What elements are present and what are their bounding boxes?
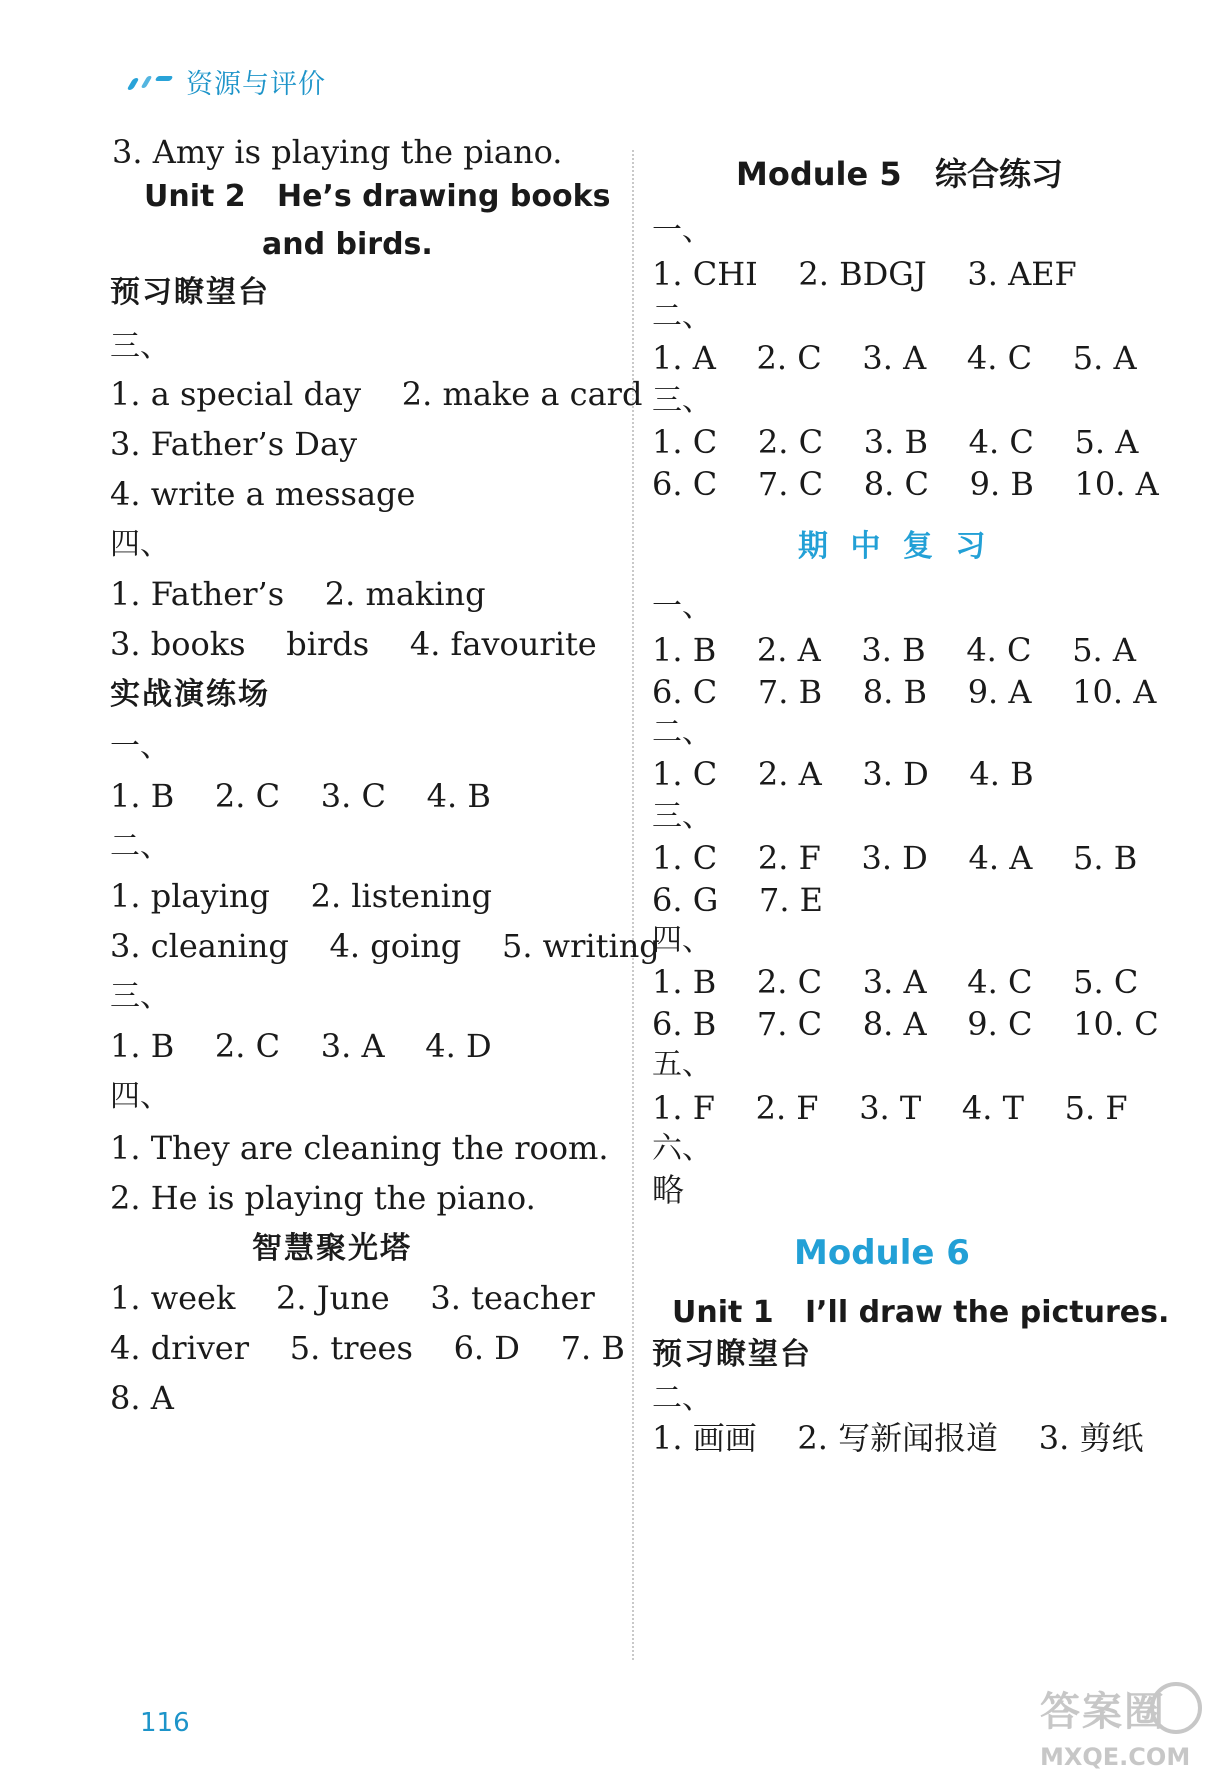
watermark-circle-icon <box>1150 1682 1202 1734</box>
answer-line: 3. Father’s Day <box>110 425 358 463</box>
answer-line: 1. C 2. F 3. D 4. A 5. B <box>652 839 1138 877</box>
question-number: 三、 <box>110 979 170 1014</box>
answer-line: 1. CHI 2. BDGJ 3. AEF <box>652 255 1077 293</box>
answer-line: 3. books birds 4. favourite <box>110 625 597 663</box>
question-number: 二、 <box>652 715 712 750</box>
answer-line: 1. week 2. June 3. teacher <box>110 1279 595 1317</box>
answer-line: 6. C 7. C 8. C 9. B 10. A <box>652 465 1159 503</box>
page-header <box>130 62 326 101</box>
section-heading-preview: 预习瞭望台 <box>652 1337 812 1372</box>
answer-line: 1. B 2. C 3. A 4. D <box>110 1027 492 1065</box>
answer-line: 1. B 2. C 3. A 4. C 5. C <box>652 963 1139 1001</box>
question-number: 四、 <box>110 527 170 562</box>
watermark-top-text: 答案圈 <box>1040 1689 1166 1735</box>
answer-line: 1. 画画 2. 写新闻报道 3. 剪纸 <box>652 1419 1144 1457</box>
answer-line: 1. a special day 2. make a card <box>110 375 643 413</box>
section-heading-practice: 实战演练场 <box>110 677 270 712</box>
answer-line: 4. write a message <box>110 475 416 513</box>
answer-line: 1. B 2. A 3. B 4. C 5. A <box>652 631 1136 669</box>
section-heading-wisdom: 智慧聚光塔 <box>252 1231 412 1266</box>
answer-line: 3. cleaning 4. going 5. writing <box>110 927 660 965</box>
unit2-title-line1: Unit 2 He’s drawing books <box>144 179 611 214</box>
page-number: 116 <box>140 1708 190 1738</box>
answer-line: 1. B 2. C 3. C 4. B <box>110 777 491 815</box>
answer-line: 4. driver 5. trees 6. D 7. B <box>110 1329 625 1367</box>
unit2-title-line2: and birds. <box>262 227 433 262</box>
answer-line: 6. B 7. C 8. A 9. C 10. C <box>652 1005 1159 1043</box>
module6-heading: Module 6 <box>794 1233 970 1273</box>
module5-heading: Module 5 综合练习 <box>736 155 1064 193</box>
header-title: 资源与评价 <box>186 69 326 100</box>
unit1-title: Unit 1 I’ll draw the pictures. <box>672 1295 1170 1330</box>
answer-line: 8. A <box>110 1379 174 1417</box>
question-number: 三、 <box>110 329 170 364</box>
section-heading-preview: 预习瞭望台 <box>110 275 270 310</box>
question-number: 二、 <box>110 829 170 864</box>
question-number: 三、 <box>652 383 712 418</box>
answer-line: 6. G 7. E <box>652 881 824 919</box>
answer-line: 1. C 2. C 3. B 4. C 5. A <box>652 423 1139 461</box>
question-number: 三、 <box>652 799 712 834</box>
question-number: 四、 <box>652 923 712 958</box>
answer-line: 1. They are cleaning the room. <box>110 1129 609 1167</box>
question-number: 二、 <box>652 1381 712 1416</box>
question-number: 一、 <box>110 729 170 764</box>
answer-line: 6. C 7. B 8. B 9. A 10. A <box>652 673 1157 711</box>
watermark-bottom-text: MXQE.COM <box>1040 1743 1191 1771</box>
question-number: 五、 <box>652 1047 712 1082</box>
answer-line: 略 <box>652 1171 685 1209</box>
watermark-logo <box>1040 1680 1210 1784</box>
header-decoration-icon <box>130 68 176 96</box>
question-number: 二、 <box>652 299 712 334</box>
answer-line: 1. C 2. A 3. D 4. B <box>652 755 1034 793</box>
answer-line: 3. Amy is playing the piano. <box>112 133 563 171</box>
answer-line: 1. F 2. F 3. T 4. T 5. F <box>652 1089 1128 1127</box>
midterm-review-heading: 期 中 复 习 <box>798 529 992 564</box>
question-number: 六、 <box>652 1131 712 1166</box>
answer-line: 1. Father’s 2. making <box>110 575 486 613</box>
question-number: 一、 <box>652 589 712 624</box>
answer-line: 1. playing 2. listening <box>110 877 492 915</box>
question-number: 一、 <box>652 213 712 248</box>
answer-line: 2. He is playing the piano. <box>110 1179 536 1217</box>
answer-line: 1. A 2. C 3. A 4. C 5. A <box>652 339 1137 377</box>
question-number: 四、 <box>110 1079 170 1114</box>
